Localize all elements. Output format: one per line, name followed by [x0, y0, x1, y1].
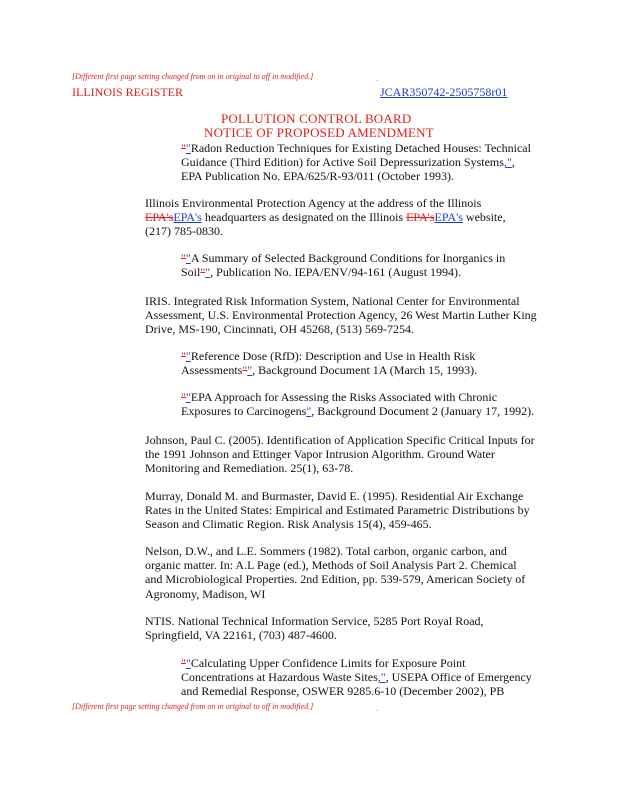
- inserted-text: ": [506, 155, 512, 170]
- reference-line: [145, 544, 525, 558]
- inserted-text: ,: [503, 155, 507, 170]
- reference-text: Assessments: [181, 363, 243, 378]
- agency-title: POLLUTION CONTROL BOARD: [221, 111, 412, 126]
- reference-text: Agronomy, Madison, WI: [145, 586, 266, 601]
- inserted-text: ": [306, 404, 312, 419]
- reference-entry: [145, 614, 484, 642]
- reference-text: A Summary of Selected Background Conditions for Inorganics in: [190, 251, 506, 265]
- reference-line: [181, 155, 531, 169]
- reference-line: [145, 308, 537, 322]
- reference-line: [181, 404, 534, 418]
- reference-text: Reference Dose (RfD): Description and Use in Health Risk: [190, 349, 476, 363]
- inserted-text: ": [185, 656, 191, 670]
- inserted-text: ": [205, 265, 211, 280]
- reference-line: [145, 196, 506, 210]
- deleted-text: ": [181, 349, 186, 363]
- reference-text: NTIS. National Technical Information Service, 5285 Port Royal Road,: [145, 614, 484, 628]
- bottom-change-note: [Different first page setting changed from on in original to off in modified.]: [72, 702, 314, 711]
- notice-title: NOTICE OF PROPOSED AMENDMENT: [204, 125, 434, 140]
- inserted-text: EPA's: [173, 210, 202, 225]
- reference-entry: [181, 251, 505, 279]
- inserted-text: ": [185, 251, 191, 265]
- reference-text: headquarters as designated on the Illinois: [201, 210, 407, 225]
- reference-text: Assessment, U.S. Environmental Protection Agency, 26 West Martin Luther King: [145, 308, 537, 323]
- reference-text: Guidance (Third Edition) for Active Soil Depressurization Systems: [181, 155, 504, 170]
- reference-entry: [145, 544, 525, 601]
- reference-text: Murray, Donald M. and Burmaster, David E. (1995). Residential Air Exchange: [145, 489, 524, 503]
- reference-line: [145, 322, 537, 336]
- reference-line: [181, 141, 531, 155]
- reference-entry: [181, 656, 532, 699]
- reference-text: ,: [511, 155, 515, 170]
- reference-text: Nelson, D.W., and L.E. Sommers (1982). Total carbon, organic carbon, and: [145, 544, 507, 558]
- reference-line: [145, 587, 525, 601]
- reference-entry: [145, 196, 506, 239]
- reference-line: [145, 517, 530, 531]
- reference-text: Rates in the United States: Empirical and Estimated Parametric Distributions by: [145, 503, 530, 518]
- reference-text: Drive, MS-190, Cincinnati, OH 45268, (513) 569-7254.: [145, 322, 414, 337]
- reference-line: [145, 572, 525, 586]
- reference-line: [145, 558, 525, 572]
- deleted-text: EPA's: [145, 210, 174, 225]
- reference-line: [181, 656, 532, 670]
- reference-line: [145, 503, 530, 517]
- reference-entry: [181, 349, 477, 377]
- reference-line: [181, 349, 477, 363]
- reference-line: [181, 390, 534, 404]
- reference-line: [181, 363, 477, 377]
- reference-line: [145, 224, 506, 238]
- inserted-text: ": [185, 390, 191, 404]
- deleted-text: ": [181, 390, 186, 404]
- reference-entry: [181, 141, 531, 184]
- reference-line: [145, 461, 535, 475]
- reference-text: , USEPA Office of Emergency: [385, 670, 532, 685]
- reference-text: Calculating Upper Confidence Limits for Exposure Point: [190, 656, 466, 670]
- reference-text: Johnson, Paul C. (2005). Identification of Application Specific Critical Inputs for: [145, 433, 535, 447]
- reference-line: [145, 433, 535, 447]
- inserted-text: EPA's: [434, 210, 463, 225]
- reference-line: [145, 489, 530, 503]
- jcar-reference-link[interactable]: JCAR350742-2505758r01: [380, 85, 508, 99]
- reference-line: [181, 169, 531, 183]
- reference-text: , Background Document 1A (March 15, 1993).: [252, 363, 478, 378]
- reference-entry: [181, 390, 534, 418]
- reference-entry: [145, 489, 530, 532]
- top-marker-dot: .: [376, 74, 378, 83]
- reference-text: Season and Climatic Region. Risk Analysis 15(4), 459-465.: [145, 517, 432, 532]
- reference-entry: [145, 433, 535, 476]
- reference-text: website,: [462, 210, 506, 225]
- reference-text: organic matter. In: A.L Page (ed.), Methods of Soil Analysis Part 2. Chemical: [145, 558, 517, 573]
- reference-line: [145, 614, 484, 628]
- reference-text: , Background Document 2 (January 17, 1992).: [311, 404, 535, 419]
- inserted-text: ": [185, 141, 191, 155]
- deleted-text: ": [181, 251, 186, 265]
- reference-line: [145, 447, 535, 461]
- reference-text: , Publication No. IEPA/ENV/94-161 (August 1994).: [210, 265, 462, 280]
- reference-text: Exposures to Carcinogens: [181, 404, 307, 419]
- reference-text: and Remedial Response, OSWER 9285.6-10 (December 2002), PB: [181, 684, 505, 699]
- reference-text: Springfield, VA 22161, (703) 487-4600.: [145, 628, 337, 643]
- register-header: ILLINOIS REGISTER: [72, 85, 183, 99]
- reference-line: [145, 294, 537, 308]
- inserted-text: ": [185, 349, 191, 363]
- deleted-text: EPA's: [406, 210, 435, 225]
- inserted-text: ": [247, 363, 253, 378]
- reference-line: [145, 628, 484, 642]
- reference-text: Radon Reduction Techniques for Existing Detached Houses: Technical: [190, 141, 531, 155]
- reference-text: (217) 785-0830.: [145, 224, 223, 239]
- deleted-text: ": [181, 141, 186, 155]
- deleted-text: ": [242, 363, 248, 378]
- reference-text: Illinois Environmental Protection Agency at the address of the Illinois: [145, 196, 482, 210]
- reference-text: Monitoring and Remediation. 25(1), 63-78.: [145, 461, 354, 476]
- reference-line: [145, 210, 506, 224]
- deleted-text: ": [200, 265, 206, 280]
- reference-text: Concentrations at Hazardous Waste Sites: [181, 670, 378, 685]
- inserted-text: ,: [377, 670, 381, 685]
- reference-text: EPA Publication No. EPA/625/R-93/011 (October 1993).: [181, 169, 454, 184]
- reference-line: [181, 684, 532, 698]
- reference-line: [181, 265, 505, 279]
- reference-text: and Microbiological Properties. 2nd Edition, pp. 539-579, American Society of: [145, 572, 526, 587]
- reference-text: IRIS. Integrated Risk Information System, National Center for Environmental: [145, 294, 520, 308]
- reference-text: the 1991 Johnson and Ettinger Vapor Intrusion Algorithm. Ground Water: [145, 447, 495, 462]
- reference-entry: [145, 294, 537, 337]
- reference-line: [181, 670, 532, 684]
- reference-text: EPA Approach for Assessing the Risks Associated with Chronic: [190, 390, 498, 404]
- top-change-note: [Different first page setting changed from on in original to off in modified.]: [72, 72, 314, 81]
- deleted-text: ": [181, 656, 186, 670]
- inserted-text: ": [380, 670, 386, 685]
- reference-text: Soil: [181, 265, 201, 280]
- reference-line: [181, 251, 505, 265]
- bottom-marker-dot: .: [376, 704, 378, 713]
